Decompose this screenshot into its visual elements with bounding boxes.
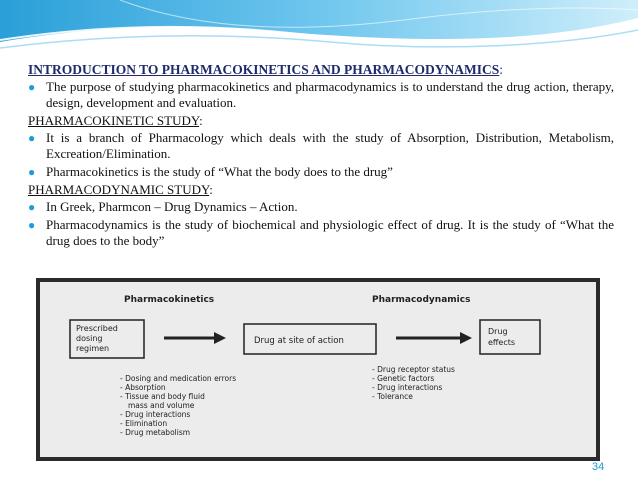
bullet-item: ● The purpose of studying pharmacokinetics and pharmacodynamics is to understand the drug action, therapy, design, development and evaluation.	[28, 79, 614, 110]
slide-title: INTRODUCTION TO PHARMACOKINETICS AND PHARMACODYNAMICS:	[28, 62, 504, 77]
prescribed-line: dosing	[76, 334, 103, 343]
header-wave-banner	[0, 0, 638, 62]
pd-label: Pharmacodynamics	[372, 295, 471, 305]
site-of-action-label: Drug at site of action	[254, 336, 344, 346]
bullet-icon: ●	[28, 131, 36, 145]
bullet-item: ● Pharmacokinetics is the study of “What the body does to the drug”	[28, 164, 393, 179]
pk-factor-item: - Drug metabolism	[120, 428, 191, 437]
pk-heading: PHARMACOKINETIC STUDY:	[28, 113, 203, 128]
pk-label: Pharmacokinetics	[124, 295, 215, 305]
page-number: 34	[592, 461, 605, 473]
pd-factor-item: - Tolerance	[372, 392, 413, 401]
diagram-canvas	[36, 278, 600, 461]
prescribed-line: regimen	[76, 344, 110, 353]
pk-factor-item: - Absorption	[120, 383, 166, 392]
pk-factor-item: - Dosing and medication errors	[120, 374, 237, 383]
pd-factor-item: - Genetic factors	[372, 374, 435, 383]
pd-heading: PHARMACODYNAMIC STUDY:	[28, 182, 213, 197]
drug-effects-line: Drug	[488, 327, 508, 336]
bullet-item: ● In Greek, Pharmcon – Drug Dynamics – Action.	[28, 199, 298, 214]
bullet-icon: ●	[28, 165, 36, 179]
bullet-icon: ●	[28, 218, 36, 232]
pk-factor-item: mass and volume	[128, 401, 195, 410]
pk-pd-diagram	[36, 278, 600, 461]
pd-factor-item: - Drug receptor status	[372, 365, 455, 374]
pk-factor-item: - Drug interactions	[120, 410, 191, 419]
bullet-icon: ●	[28, 80, 36, 94]
prescribed-line: Prescribed	[76, 324, 118, 333]
bullet-item: ● Pharmacodynamics is the study of biochemical and physiologic effect of drug. It is the study of “What the drug does to the body”	[28, 217, 614, 248]
pk-factor-item: - Tissue and body fluid	[120, 392, 205, 401]
slide-body	[28, 62, 614, 251]
pk-factor-item: - Elimination	[120, 419, 168, 428]
pd-factor-item: - Drug interactions	[372, 383, 443, 392]
bullet-icon: ●	[28, 200, 36, 214]
drug-effects-line: effects	[488, 338, 516, 347]
bullet-item: ● It is a branch of Pharmacology which deals with the study of Absorption, Distribution, Metabolism, Excreation/Elimination.	[28, 130, 614, 161]
